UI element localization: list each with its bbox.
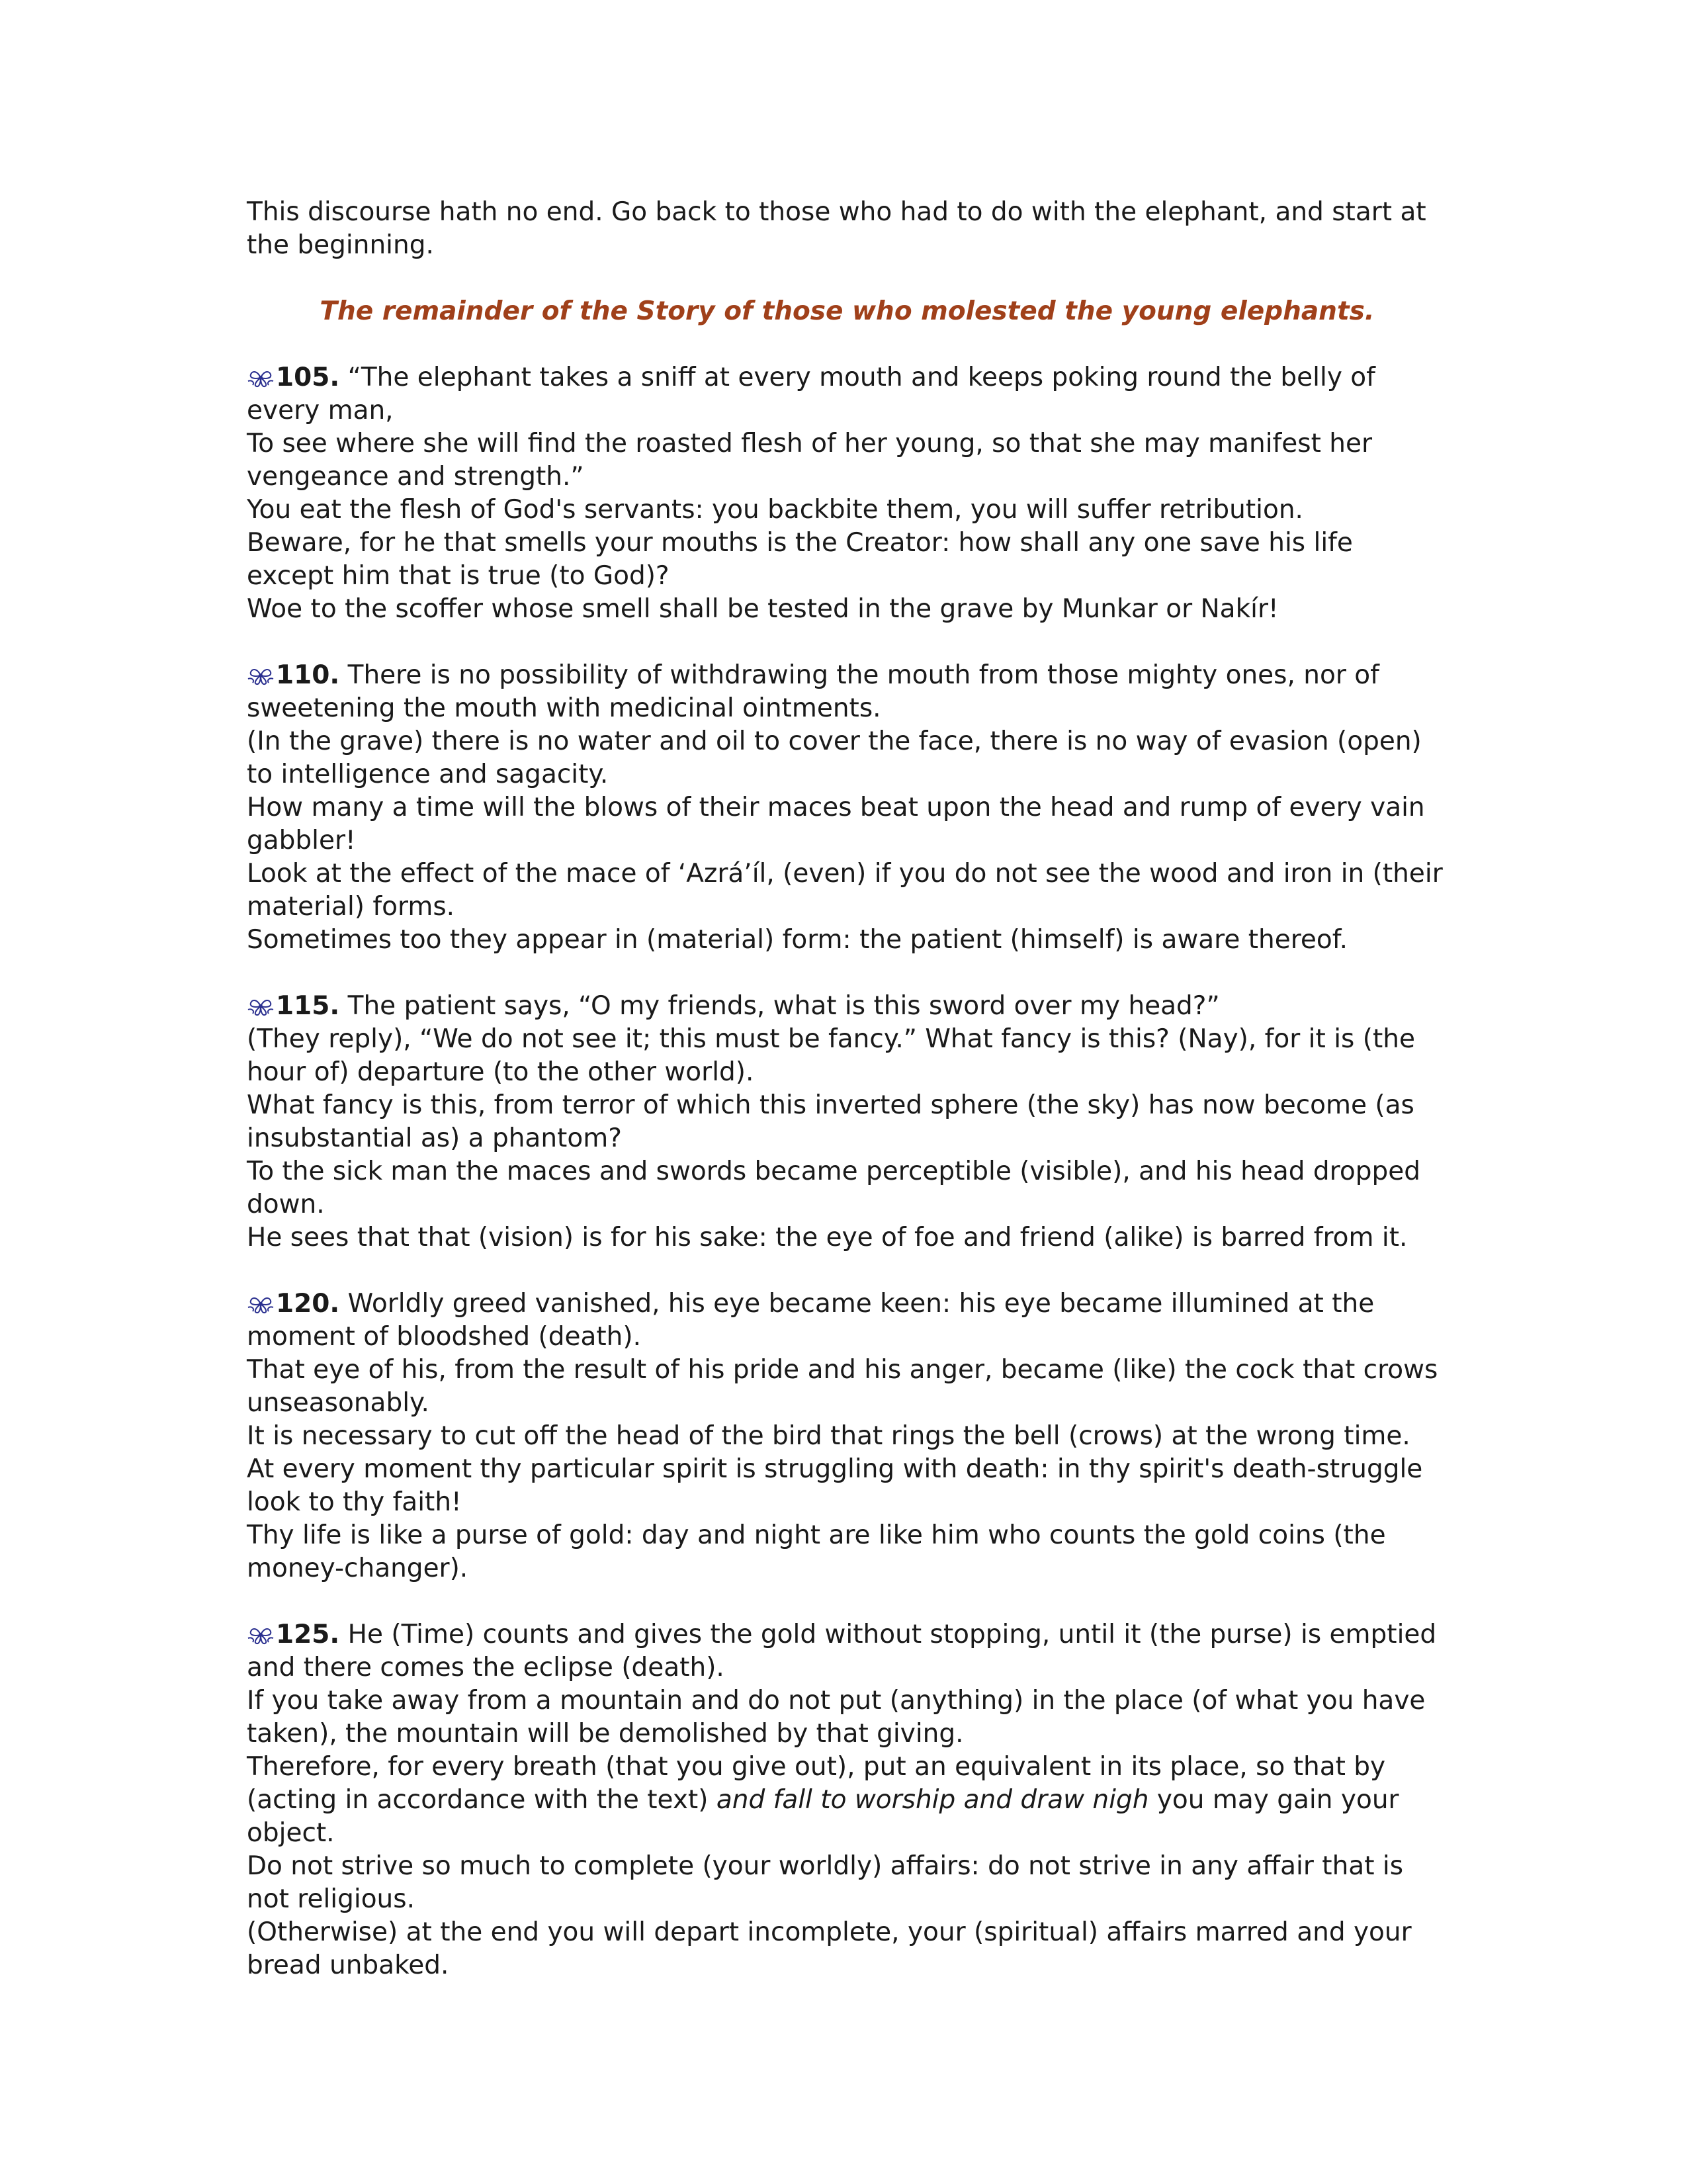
stanza-first-line xyxy=(247,361,1448,427)
verse-line: At every moment thy particular spirit is struggling with death: in thy spirit's death-struggle look to thy faith! xyxy=(247,1454,1423,1517)
section-heading: The remainder of the Story of those who molested the young elephants. xyxy=(320,296,1375,326)
verse-line: You eat the flesh of God's servants: you backbite them, you will suffer retribution. xyxy=(247,495,1303,525)
verse-number: 120. xyxy=(276,1289,340,1319)
stanza-120 xyxy=(247,1288,1448,1585)
intro-paragraph: This discourse hath no end. Go back to those who had to do with the elephant, and start at the beginning. xyxy=(247,197,1426,260)
verse-line: (Otherwise) at the end you will depart incomplete, your (spiritual) affairs marred and your bread unbaked. xyxy=(247,1917,1412,1980)
verse-text: The patient says, “O my friends, what is this sword over my head?” xyxy=(339,991,1220,1021)
stanza-115 xyxy=(247,990,1448,1254)
verse-line: Sometimes too they appear in (material) form: the patient (himself) is aware thereof. xyxy=(247,925,1348,955)
verse-text: He (Time) counts and gives the gold without stopping, until it (the purse) is emptied and there comes the eclipse (death). xyxy=(247,1620,1437,1682)
flower-ornament-icon xyxy=(247,666,275,685)
verse-line: How many a time will the blows of their maces beat upon the head and rump of every vain gabbler! xyxy=(247,793,1425,855)
verse-number: 125. xyxy=(276,1620,340,1649)
stanza-first-line xyxy=(247,1288,1448,1354)
flower-ornament-icon xyxy=(247,1294,275,1314)
document-page xyxy=(247,196,1448,2015)
verse-text: Worldly greed vanished, his eye became keen: his eye became illumined at the moment of bloodshed (death). xyxy=(247,1289,1375,1352)
verse-line: Do not strive so much to complete (your worldly) affairs: do not strive in any affair that is not religious. xyxy=(247,1851,1404,1914)
verse-line: To the sick man the maces and swords became perceptible (visible), and his head dropped down. xyxy=(247,1157,1420,1219)
verse-text: There is no possibility of withdrawing the mouth from those mighty ones, nor of sweetening the mouth with medicinal ointments. xyxy=(247,660,1379,723)
flower-ornament-icon xyxy=(247,1625,275,1645)
stanza-first-line xyxy=(247,659,1448,725)
verse-line: Woe to the scoffer whose smell shall be tested in the grave by Munkar or Nakír! xyxy=(247,594,1279,624)
verse-line: Beware, for he that smells your mouths is the Creator: how shall any one save his life except him that is true (to God)? xyxy=(247,528,1353,591)
verse-line: It is necessary to cut off the head of the bird that rings the bell (crows) at the wrong time. xyxy=(247,1421,1410,1451)
verse-line: (In the grave) there is no water and oil to cover the face, there is no way of evasion (open) to intelligence and sagacity. xyxy=(247,726,1422,789)
verse-line: Thy life is like a purse of gold: day and night are like him who counts the gold coins (the money-changer). xyxy=(247,1520,1386,1583)
flower-ornament-icon xyxy=(247,368,275,388)
verse-text: Therefore, for every breath (that you give out), put an equivalent in its place, so that by (acting in accordance with the text) xyxy=(247,1752,1386,1815)
verse-line: To see where she will find the roasted flesh of her young, so that she may manifest her vengeance and strength.” xyxy=(247,429,1373,492)
stanza-first-line xyxy=(247,1618,1448,1684)
verse-line: He sees that that (vision) is for his sake: the eye of foe and friend (alike) is barred from it. xyxy=(247,1223,1408,1252)
verse-text: you may gain your object. xyxy=(247,1785,1399,1848)
stanza-110 xyxy=(247,659,1448,957)
stanza-125 xyxy=(247,1618,1448,1982)
verse-line-with-quote xyxy=(247,1751,1448,1850)
quoted-text: and fall to worship and draw nigh xyxy=(716,1785,1149,1815)
verse-line: That eye of his, from the result of his pride and his anger, became (like) the cock that crows unseasonably. xyxy=(247,1355,1438,1418)
stanza-105 xyxy=(247,361,1448,626)
verse-text: “The elephant takes a sniff at every mouth and keeps poking round the belly of every man, xyxy=(247,363,1375,425)
verse-number: 105. xyxy=(276,363,340,392)
flower-ornament-icon xyxy=(247,996,275,1016)
verse-line: Look at the effect of the mace of ‘Azrá’íl, (even) if you do not see the wood and iron in (their material) forms. xyxy=(247,859,1443,922)
stanza-first-line xyxy=(247,990,1448,1023)
verse-number: 115. xyxy=(276,991,340,1021)
verse-line: (They reply), “We do not see it; this must be fancy.” What fancy is this? (Nay), for it is (the hour of) departure (to the other world). xyxy=(247,1024,1415,1087)
verse-number: 110. xyxy=(276,660,340,690)
verse-line: What fancy is this, from terror of which this inverted sphere (the sky) has now become (as insubstantial as) a phantom? xyxy=(247,1090,1414,1153)
verse-line: If you take away from a mountain and do not put (anything) in the place (of what you have taken), the mountain will be demolished by that giving. xyxy=(247,1686,1426,1749)
